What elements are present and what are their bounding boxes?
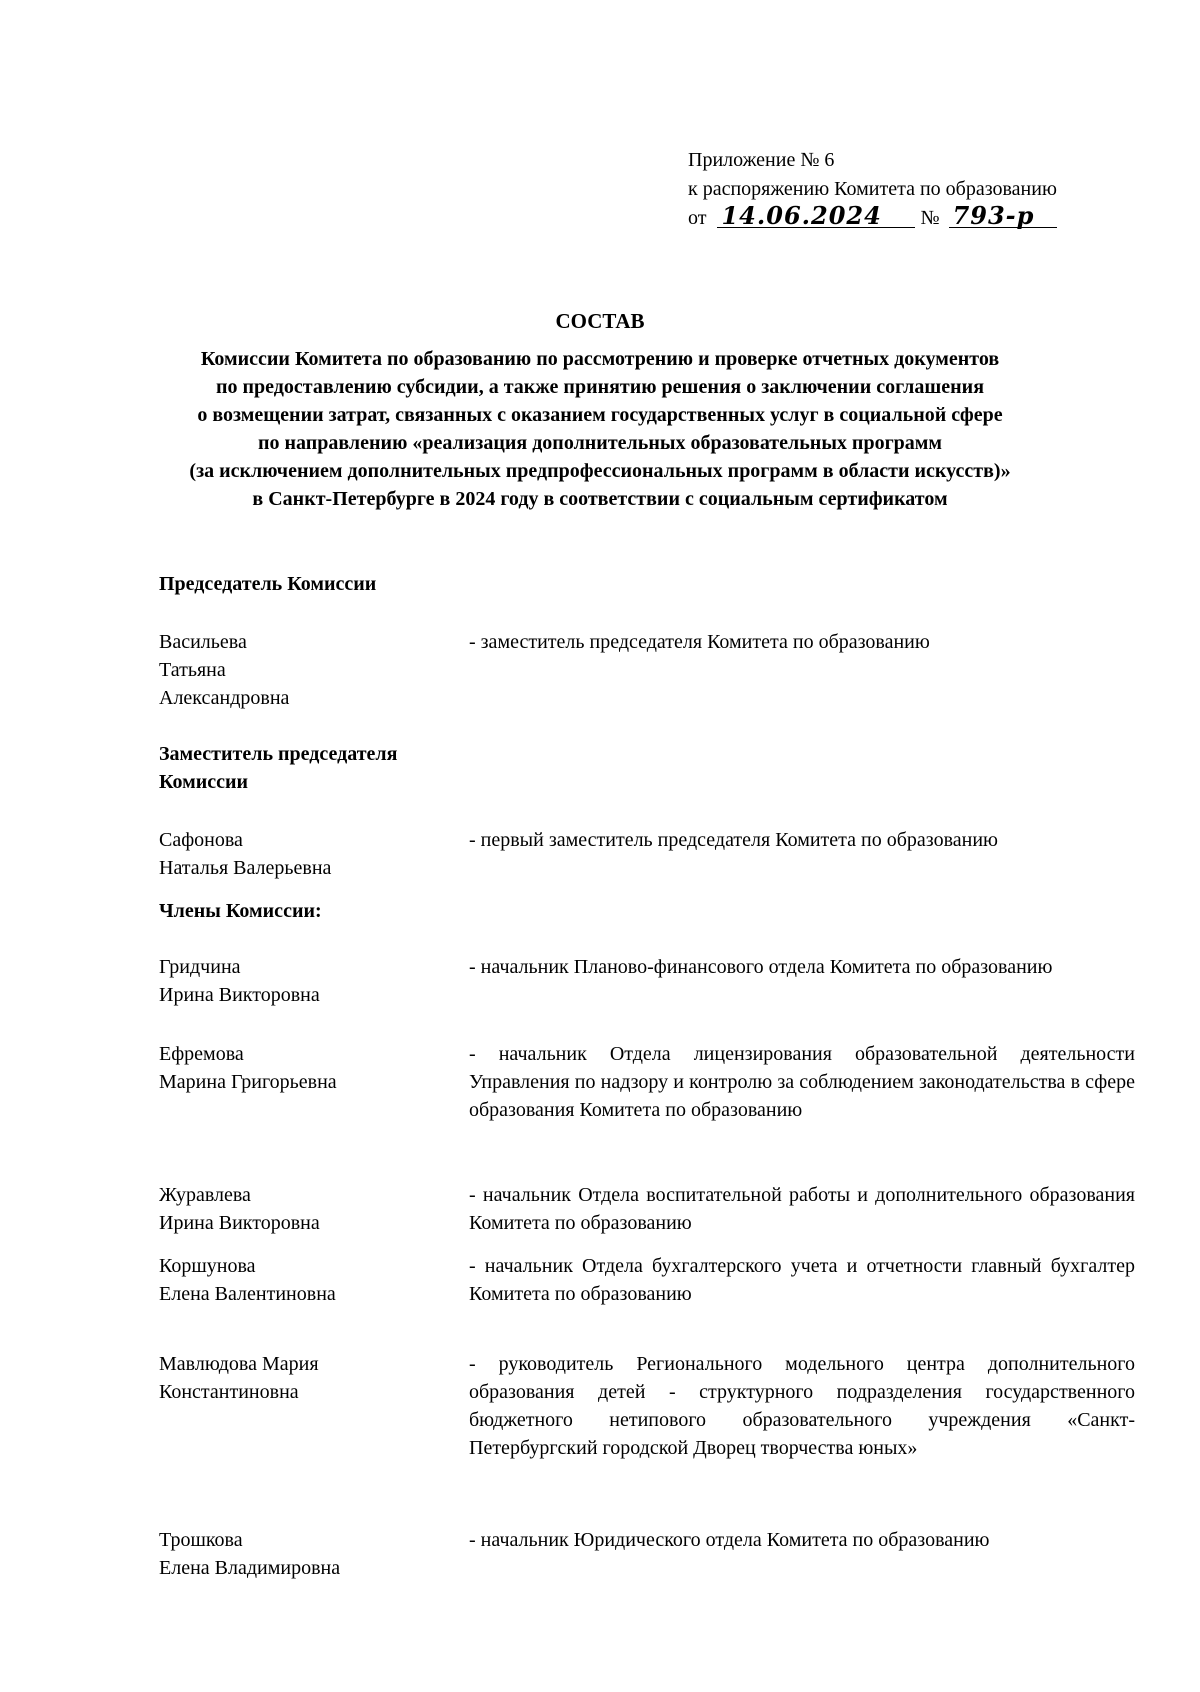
deputy-heading-line: Заместитель председателя [159, 743, 398, 765]
member-role: - первый заместитель председателя Комитета по образованию [469, 829, 998, 851]
patronymic: Константиновна [159, 1381, 299, 1403]
member-name [159, 1350, 449, 1406]
member-entry [159, 1350, 1135, 1492]
surname: Журавлева [159, 1184, 251, 1206]
surname: Гридчина [159, 956, 241, 978]
number-prefix: № [920, 207, 940, 229]
member-name [159, 1526, 449, 1582]
member-entry [159, 953, 1135, 1011]
title-line: (за исключением дополнительных предпрофессиональных программ в области искусств)» [189, 460, 1011, 482]
member-name [159, 1181, 449, 1237]
deputy-heading-line: Комиссии [159, 771, 249, 793]
patronymic: Александровна [159, 687, 290, 709]
full-name: Елена Владимировна [159, 1557, 341, 1579]
surname: Мавлюдова Мария [159, 1353, 319, 1375]
member-entry [159, 1252, 1135, 1310]
chair-entry [159, 628, 1135, 714]
member-entry [159, 1526, 1135, 1584]
annex-date-number [688, 201, 1057, 233]
first-name: Татьяна [159, 659, 226, 681]
member-entry [159, 1040, 1135, 1154]
title-line: в Санкт-Петербурге в 2024 году в соответствии с социальным сертификатом [252, 488, 948, 510]
member-role: - начальник Отдела лицензирования образовательной деятельности Управления по надзору и контролю за соблюдением законодательства в сфере образования Комитета по образованию [469, 1043, 1135, 1121]
member-name [159, 1252, 449, 1308]
annex-title: Приложение № 6 [688, 149, 835, 171]
member-name [159, 628, 449, 712]
member-role: - заместитель председателя Комитета по образованию [469, 631, 930, 653]
document-title [100, 307, 1100, 513]
chair-heading: Председатель Комиссии [159, 573, 377, 595]
handwritten-date: 14.06.2024 [717, 205, 915, 228]
member-role: - начальник Отдела воспитательной работы и дополнительного образования Комитета по образованию [469, 1184, 1135, 1234]
title-line: о возмещении затрат, связанных с оказанием государственных услуг в социальной сфере [197, 404, 1003, 426]
member-role: - начальник Планово-финансового отдела Комитета по образованию [469, 956, 1053, 978]
member-role: - начальник Отдела бухгалтерского учета и отчетности главный бухгалтер Комитета по образованию [469, 1255, 1135, 1305]
member-entry [159, 1181, 1135, 1239]
annex-reference: к распоряжению Комитета по образованию [688, 178, 1057, 200]
member-role: - руководитель Регионального модельного центра дополнительного образования детей - структурного подразделения государственного бюджетного нетипового образовательного учреждения «Санкт-Петербургский городской Дворец творчества юных» [469, 1353, 1135, 1459]
handwritten-number: 793-р [949, 205, 1057, 228]
member-name [159, 826, 449, 882]
title-line: по предоставлению субсидии, а также принятию решения о заключении соглашения [215, 376, 985, 398]
deputy-entry [159, 826, 1135, 884]
title-line: Комиссии Комитета по образованию по рассмотрению и проверке отчетных документов [200, 348, 1000, 370]
surname: Коршунова [159, 1255, 256, 1277]
annex-header [688, 146, 1057, 233]
surname: Васильева [159, 631, 247, 653]
full-name: Марина Григорьевна [159, 1071, 337, 1093]
title-main: СОСТАВ [555, 309, 645, 333]
title-line: по направлению «реализация дополнительных образовательных программ [257, 432, 943, 454]
member-name [159, 953, 449, 1009]
surname: Сафонова [159, 829, 243, 851]
full-name: Елена Валентиновна [159, 1283, 336, 1305]
full-name: Ирина Викторовна [159, 984, 320, 1006]
surname: Ефремова [159, 1043, 244, 1065]
surname: Трошкова [159, 1529, 243, 1551]
members-heading: Члены Комиссии: [159, 900, 322, 922]
full-name: Наталья Валерьевна [159, 857, 332, 879]
member-role: - начальник Юридического отдела Комитета по образованию [469, 1529, 990, 1551]
member-name [159, 1040, 449, 1096]
full-name: Ирина Викторовна [159, 1212, 320, 1234]
deputy-heading [159, 740, 397, 796]
date-prefix: от [688, 207, 707, 229]
